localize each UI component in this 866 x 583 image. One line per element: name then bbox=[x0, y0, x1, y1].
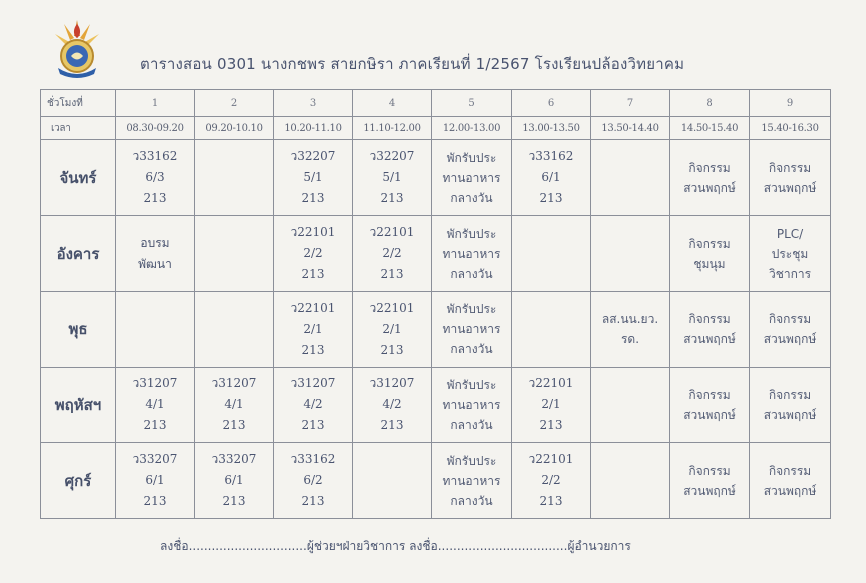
time-slot: 14.50-15.40 bbox=[670, 117, 750, 140]
cell-line: วิชาการ bbox=[768, 266, 812, 281]
time-slot: 09.20-10.10 bbox=[195, 117, 274, 140]
cell-line: ว31207 bbox=[369, 376, 415, 391]
schedule-cell bbox=[591, 291, 670, 367]
empty-cell bbox=[512, 291, 591, 367]
cell-line: อบรม bbox=[140, 235, 170, 250]
cell-line: กิจกรรม bbox=[688, 312, 731, 327]
cell-line: ว22101 bbox=[290, 300, 336, 315]
schedule-cell bbox=[195, 443, 274, 519]
schedule-cell bbox=[116, 140, 195, 216]
cell-line: 213 bbox=[380, 418, 404, 433]
cell-line: 6/2 bbox=[303, 473, 323, 488]
schedule-cell bbox=[116, 443, 195, 519]
empty-cell bbox=[591, 367, 670, 443]
page-title: ตารางสอน 0301 นางกชพร สายกษิรา ภาคเรียนที่ 1/2567 โรงเรียนปล้องวิทยาคม bbox=[140, 55, 685, 73]
cell-line: พัฒนา bbox=[138, 256, 172, 271]
empty-cell bbox=[116, 291, 195, 367]
empty-cell bbox=[195, 140, 274, 216]
cell-line: 6/3 bbox=[145, 170, 165, 185]
cell-line: 213 bbox=[222, 494, 246, 509]
time-row bbox=[41, 117, 831, 140]
schedule-cell bbox=[274, 216, 353, 292]
schedule-cell bbox=[670, 140, 750, 216]
cell-line: 2/1 bbox=[382, 321, 402, 336]
cell-line: สวนพฤกษ์ bbox=[763, 483, 817, 498]
cell-line: กลางวัน bbox=[450, 417, 493, 432]
cell-line: กิจกรรม bbox=[768, 463, 812, 478]
cell-line: สวนพฤกษ์ bbox=[763, 180, 817, 195]
cell-line: 5/1 bbox=[303, 170, 323, 185]
cell-line: กลางวัน bbox=[450, 190, 493, 205]
cell-line: ว33162 bbox=[528, 149, 574, 164]
cell-line: พักรับประ bbox=[446, 226, 497, 241]
cell-line: รด. bbox=[620, 332, 640, 347]
cell-line: 4/1 bbox=[224, 397, 244, 412]
time-slot: 10.20-11.10 bbox=[274, 117, 353, 140]
cell-line: ว22101 bbox=[369, 300, 415, 315]
day-row bbox=[41, 443, 831, 519]
cell-line: พักรับประ bbox=[446, 377, 497, 392]
cell-line: 213 bbox=[539, 191, 563, 206]
school-logo bbox=[44, 16, 110, 82]
cell-line: 5/1 bbox=[382, 170, 402, 185]
cell-line: กลางวัน bbox=[450, 342, 493, 357]
day-row bbox=[41, 216, 831, 292]
cell-line: 213 bbox=[301, 494, 325, 509]
time-slot: 13.50-14.40 bbox=[591, 117, 670, 140]
schedule-cell bbox=[750, 291, 831, 367]
time-slot: 13.00-13.50 bbox=[512, 117, 591, 140]
schedule-cell bbox=[274, 443, 353, 519]
cell-line: 213 bbox=[222, 418, 246, 433]
cell-line: กิจกรรม bbox=[688, 387, 731, 402]
period-number: 8 bbox=[670, 90, 750, 117]
cell-line: 6/1 bbox=[541, 170, 561, 185]
schedule-cell bbox=[116, 367, 195, 443]
cell-line: กิจกรรม bbox=[688, 160, 731, 175]
cell-line: 213 bbox=[301, 418, 325, 433]
cell-line: กิจกรรม bbox=[768, 387, 812, 402]
period-number: 6 bbox=[512, 90, 591, 117]
cell-line: สวนพฤกษ์ bbox=[763, 407, 817, 422]
cell-line: 213 bbox=[380, 267, 404, 281]
cell-line: 213 bbox=[380, 191, 404, 206]
cell-line: ว22101 bbox=[290, 225, 336, 239]
cell-line: ว33162 bbox=[290, 452, 336, 467]
cell-line: 213 bbox=[143, 494, 167, 509]
schedule-cell bbox=[432, 140, 512, 216]
cell-line: สวนพฤกษ์ bbox=[763, 332, 817, 347]
schedule-cell bbox=[432, 367, 512, 443]
signature-line: ลงชื่อ...............................ผู้ช่วยฯฝ่ายวิชาการ ลงชื่อ..................................ผู้อำนวยการ bbox=[160, 539, 631, 553]
cell-line: 213 bbox=[301, 191, 325, 206]
empty-cell bbox=[195, 291, 274, 367]
cell-line: ว22101 bbox=[528, 376, 574, 391]
cell-line: พักรับประ bbox=[446, 302, 497, 317]
empty-cell bbox=[353, 443, 432, 519]
time-slot: 15.40-16.30 bbox=[750, 117, 831, 140]
cell-line: 213 bbox=[380, 342, 404, 357]
day-name: พุธ bbox=[41, 291, 116, 367]
period-number: 3 bbox=[274, 90, 353, 117]
schedule-cell bbox=[116, 216, 195, 292]
cell-line: สวนพฤกษ์ bbox=[683, 407, 736, 422]
schedule-cell bbox=[432, 443, 512, 519]
cell-line: ว22101 bbox=[369, 225, 415, 239]
empty-cell bbox=[591, 140, 670, 216]
cell-line: กิจกรรม bbox=[688, 236, 731, 251]
period-number: 5 bbox=[432, 90, 512, 117]
cell-line: พักรับประ bbox=[446, 453, 497, 468]
cell-line: ว31207 bbox=[132, 376, 178, 391]
cell-line: ประชุม bbox=[771, 246, 809, 261]
schedule-cell bbox=[195, 367, 274, 443]
cell-line: 213 bbox=[143, 418, 167, 433]
schedule-cell bbox=[670, 216, 750, 292]
cell-line: 2/2 bbox=[541, 473, 561, 488]
day-name: อังคาร bbox=[41, 216, 116, 292]
cell-line: 2/2 bbox=[382, 246, 402, 260]
schedule-cell bbox=[353, 140, 432, 216]
period-number: 4 bbox=[353, 90, 432, 117]
schedule-cell bbox=[353, 291, 432, 367]
cell-line: ว33162 bbox=[132, 149, 178, 164]
time-label: เวลา bbox=[41, 117, 116, 140]
period-number: 2 bbox=[195, 90, 274, 117]
cell-line: 4/2 bbox=[382, 397, 402, 412]
cell-line: 213 bbox=[539, 418, 563, 433]
cell-line: ว31207 bbox=[290, 376, 336, 391]
cell-line: 2/1 bbox=[303, 321, 323, 336]
schedule-cell bbox=[750, 140, 831, 216]
schedule-cell bbox=[432, 291, 512, 367]
cell-line: ว32207 bbox=[290, 149, 336, 164]
schedule-cell bbox=[512, 443, 591, 519]
schedule-cell bbox=[512, 140, 591, 216]
schedule-cell bbox=[274, 367, 353, 443]
cell-line: ลส.นน.ยว. bbox=[601, 312, 659, 327]
schedule-cell bbox=[670, 443, 750, 519]
schedule-cell bbox=[274, 140, 353, 216]
cell-line: พักรับประ bbox=[446, 150, 497, 165]
cell-line: ว33207 bbox=[211, 452, 257, 467]
schedule-cell bbox=[432, 216, 512, 292]
cell-line: สวนพฤกษ์ bbox=[683, 332, 736, 347]
schedule-cell bbox=[670, 367, 750, 443]
cell-line: สวนพฤกษ์ bbox=[683, 483, 736, 498]
cell-line: กลางวัน bbox=[450, 266, 493, 281]
cell-line: ทานอาหาร bbox=[442, 322, 501, 337]
cell-line: ทานอาหาร bbox=[442, 170, 501, 185]
period-header-row bbox=[41, 90, 831, 117]
cell-line: 4/1 bbox=[145, 397, 165, 412]
cell-line: 6/1 bbox=[224, 473, 244, 488]
day-name: จันทร์ bbox=[41, 140, 116, 216]
cell-line: ทานอาหาร bbox=[442, 473, 501, 488]
timetable bbox=[40, 89, 831, 519]
day-row bbox=[41, 367, 831, 443]
schedule-cell bbox=[750, 443, 831, 519]
period-number: 7 bbox=[591, 90, 670, 117]
period-number: 9 bbox=[750, 90, 831, 117]
cell-line: 213 bbox=[301, 342, 325, 357]
cell-line: 213 bbox=[539, 494, 563, 509]
schedule-cell bbox=[512, 367, 591, 443]
schedule-cell bbox=[670, 291, 750, 367]
schedule-cell bbox=[750, 367, 831, 443]
cell-line: 2/2 bbox=[303, 246, 323, 260]
time-slot: 08.30-09.20 bbox=[116, 117, 195, 140]
empty-cell bbox=[591, 216, 670, 292]
empty-cell bbox=[512, 216, 591, 292]
day-name: พฤหัสฯ bbox=[41, 367, 116, 443]
cell-line: ทานอาหาร bbox=[442, 246, 501, 261]
cell-line: ว32207 bbox=[369, 149, 415, 164]
cell-line: กิจกรรม bbox=[688, 463, 731, 478]
cell-line: ชุมนุม bbox=[693, 256, 726, 271]
cell-line: ว22101 bbox=[528, 452, 574, 467]
day-row bbox=[41, 291, 831, 367]
cell-line: ทานอาหาร bbox=[442, 397, 501, 412]
cell-line: กิจกรรม bbox=[768, 160, 812, 175]
schedule-cell bbox=[353, 216, 432, 292]
period-number: 1 bbox=[116, 90, 195, 117]
cell-line: 4/2 bbox=[303, 397, 323, 412]
empty-cell bbox=[195, 216, 274, 292]
period-header-label: ชั่วโมงที่ bbox=[41, 90, 116, 117]
cell-line: 213 bbox=[143, 191, 167, 206]
day-name: ศุกร์ bbox=[41, 443, 116, 519]
schedule-cell bbox=[274, 291, 353, 367]
cell-line: 213 bbox=[301, 267, 325, 281]
empty-cell bbox=[591, 443, 670, 519]
cell-line: กลางวัน bbox=[450, 493, 493, 508]
time-slot: 11.10-12.00 bbox=[353, 117, 432, 140]
cell-line: สวนพฤกษ์ bbox=[683, 180, 736, 195]
cell-line: ว31207 bbox=[211, 376, 257, 391]
cell-line: ว33207 bbox=[132, 452, 178, 467]
time-slot: 12.00-13.00 bbox=[432, 117, 512, 140]
day-row bbox=[41, 140, 831, 216]
cell-line: 6/1 bbox=[145, 473, 165, 488]
schedule-cell bbox=[353, 367, 432, 443]
cell-line: 2/1 bbox=[541, 397, 561, 412]
cell-line: กิจกรรม bbox=[768, 312, 812, 327]
cell-line: PLC/ bbox=[776, 226, 804, 241]
schedule-cell bbox=[750, 216, 831, 292]
